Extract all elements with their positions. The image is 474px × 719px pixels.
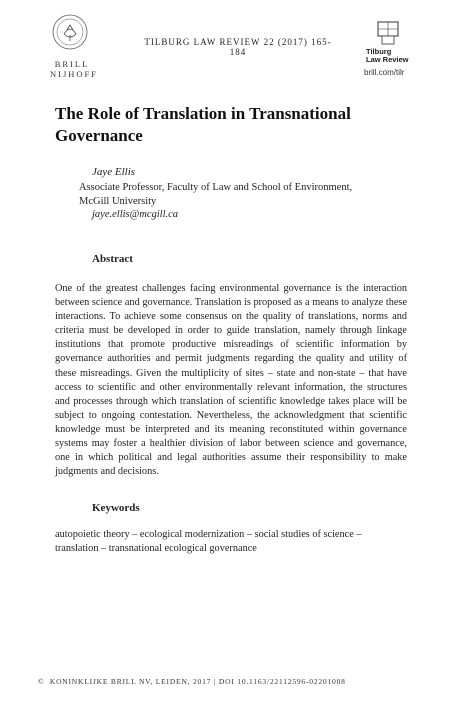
journal-logo-text [366, 48, 409, 64]
copyright-text: KONINKLIJKE BRILL NV, LEIDEN, 2017 | DOI 10.1163/22112596-02201008 [49, 677, 346, 686]
brill-seal-logo [48, 10, 92, 56]
keywords-text: autopoietic theory – ecological modernization – social studies of science – translation – transnational ecological governance [55, 529, 362, 555]
journal-logo-line2: Law Review [366, 55, 409, 64]
publisher-name-line1: BRILL [54, 59, 90, 69]
keywords-heading: Keywords [92, 502, 140, 514]
journal-citation: TILBURG LAW REVIEW 22 (2017) 165-184 [144, 37, 332, 57]
author-email[interactable]: jaye.ellis@mcgill.ca [92, 209, 179, 220]
article-title: The Role of Translation in Transnational Governance [55, 104, 351, 145]
author-affiliation [79, 181, 409, 209]
journal-url[interactable]: brill.com/tilr [364, 68, 405, 77]
affiliation-line1: Associate Professor, Faculty of Law and School of Environment, [79, 182, 353, 193]
publisher-name-line2: NIJHOFF [50, 69, 99, 79]
affiliation-line2: McGill University [79, 196, 157, 207]
author-name: Jaye Ellis [92, 166, 136, 178]
abstract-text: One of the greatest challenges facing environmental governance is the interaction between science and governance. Translation is proposed as a means to analyze these interactions. To achieve some consensus on the quality of translations, norms and criteria must be developed in order to guide translation, namely through linkage institutions that promote productive misreadings of scientific information by governance authorities and permit judgments regarding the quality and utility of these misreadings. Given the multiplicity of sites – state and non-state – that have access to scientific and other environmentally relevant information, the structures and processes through which translation of scientific knowledge takes place will be subject to ongoing contestation. Nevertheless, the acknowledgment that scientific knowledge must be interpreted and its meaning reconstituted within governance systems may foster a healthier division of labor between science and governance, one in which political and legal authorities assume their responsibility to make judgments and decisions. [55, 283, 407, 478]
publisher-name [50, 59, 99, 79]
journal-logo-line1: Tilburg [366, 47, 392, 56]
copyright-footer [38, 677, 346, 686]
copyright-symbol: © [38, 677, 45, 686]
abstract-heading: Abstract [92, 253, 133, 265]
